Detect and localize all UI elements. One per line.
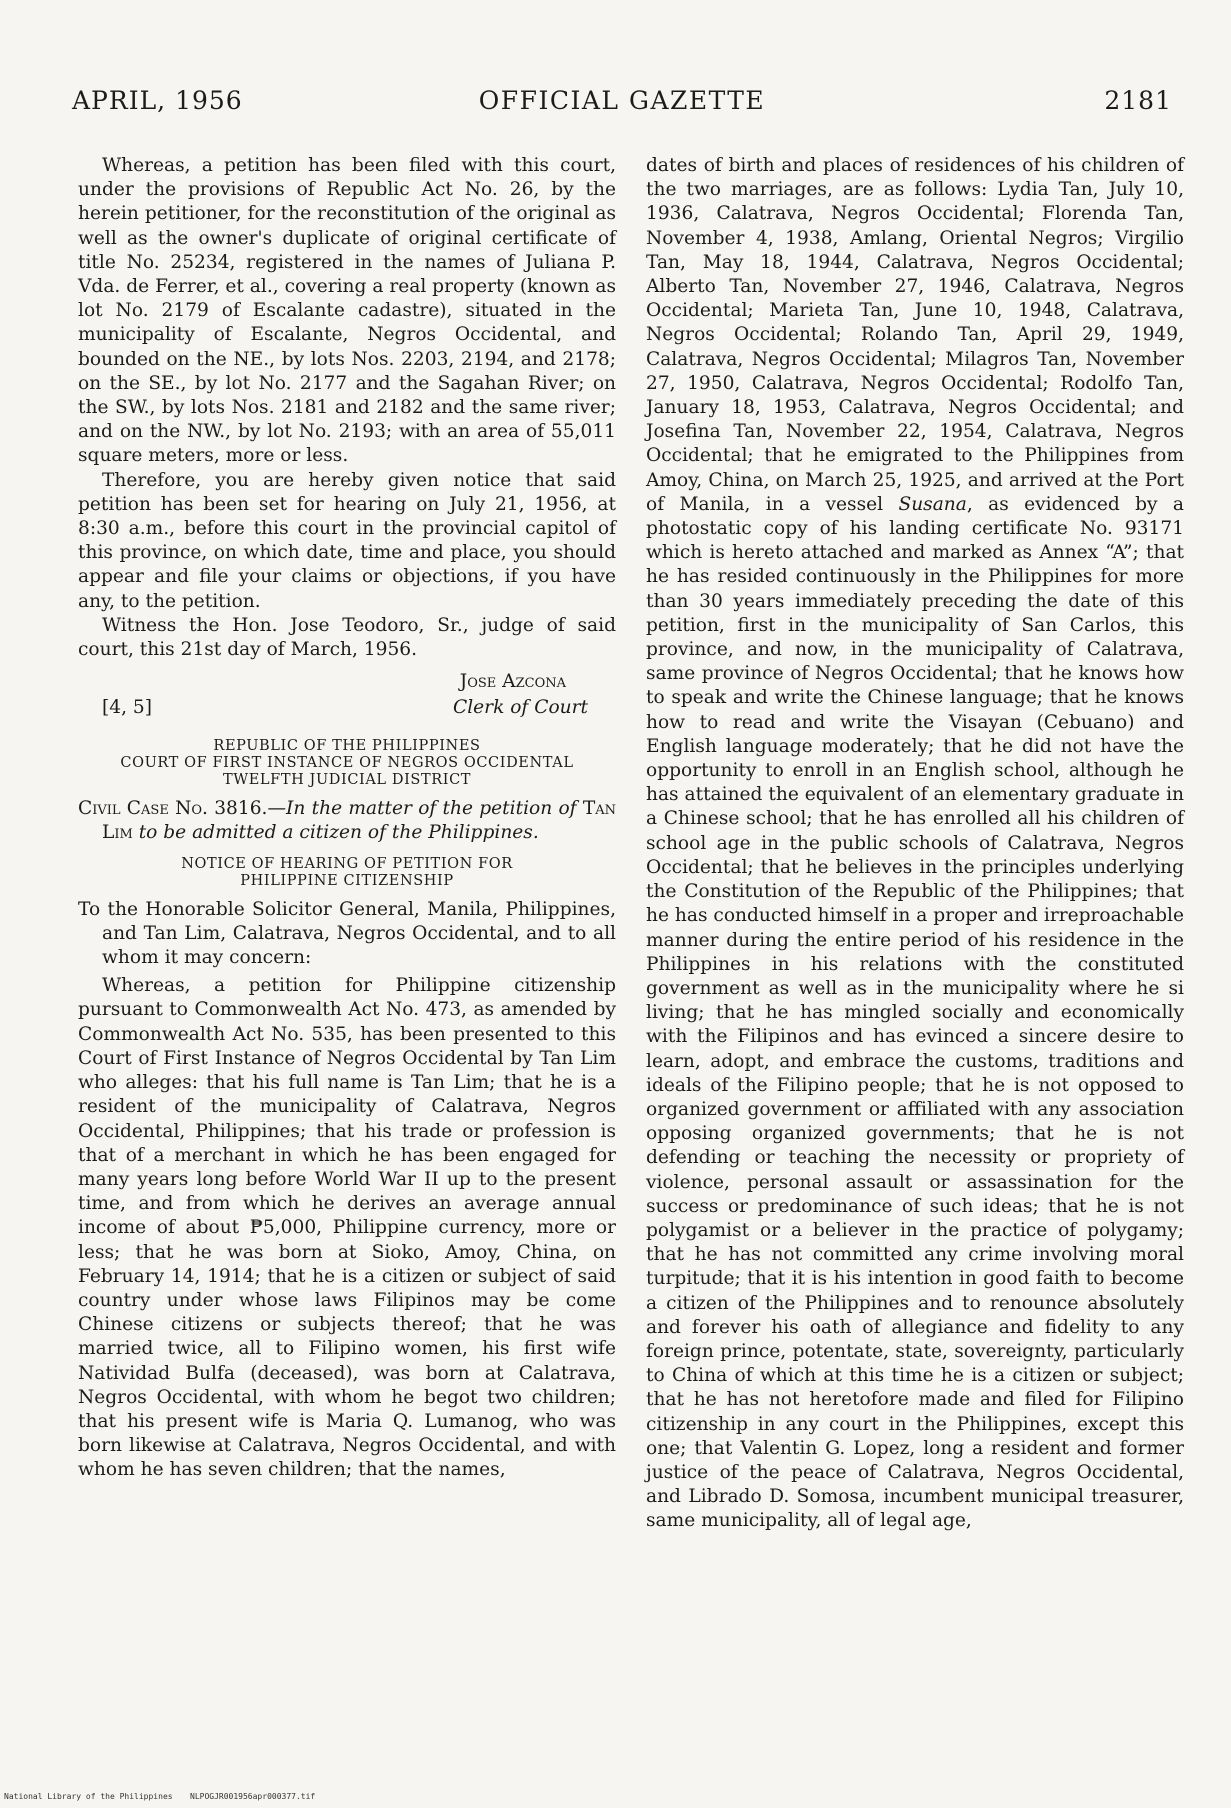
library-credit: National Library of the Philippines (4, 1792, 173, 1801)
paragraph: Witness the Hon. Jose Teodoro, Sr., judge of said court, this 21st day of March, 1956. (78, 614, 616, 661)
page-number: 2181 (1104, 86, 1172, 115)
vessel-name: Susana (898, 493, 967, 515)
court-heading-line: REPUBLIC OF THE PHILIPPINES (213, 738, 481, 755)
paragraph: Therefore, you are hereby given notice that said petition has been set for hearing on July 21, 1956, at 8:30 a.m., before this court in the provincial capitol of this province, on which date, time and place, you should appear and file your claims or objections, if you have any, to the petition. (78, 469, 616, 612)
right-column (646, 154, 1184, 1534)
issue-date: APRIL, 1956 (72, 86, 243, 115)
case-label: Civil Case No. 3816. (78, 798, 268, 820)
issue-reference: [4, 5] (102, 697, 152, 719)
publication-title: OFFICIAL GAZETTE (478, 86, 766, 115)
scan-filename: NLPOGJR001956apr000377.tif (190, 1792, 316, 1801)
left-column (78, 154, 616, 1483)
case-text: —In the matter of the petition of (267, 798, 583, 820)
paragraph: Whereas, a petition has been filed with this court, under the provisions of Republic Act No. 26, by the herein petitioner, for the reconstitution of the original as well as the owner's duplicate of original certificate of title No. 25234, registered in the names of Juliana P. Vda. de Ferrer, et al., covering a real property (known as lot No. 2179 of Escalante cadastre), situated in the municipality of Escalante, Negros Occidental, and bounded on the NE., by lots Nos. 2203, 2194, and 2178; on the SE., by lot No. 2177 and the Sagahan River; on the SW., by lots Nos. 2181 and 2182 and the same river; and on the NW., by lot No. 2193; with an area of 55,011 square meters, more or less. (78, 155, 616, 467)
scan-footer (0, 1792, 1231, 1808)
notice-heading (78, 856, 616, 890)
signatory-title: Clerk of Court (453, 697, 588, 719)
petitioner-name: Tan Lim (102, 798, 616, 844)
court-heading-line: COURT OF FIRST INSTANCE OF NEGROS OCCIDENTAL (120, 755, 574, 772)
case-caption (78, 797, 616, 845)
paragraph-text: , as evidenced by a photostatic copy of his landing certificate No. 93171 which is hereto attached and marked as Annex “A”; that he has resided continuously in the Philippines for more than 30 years immediately preceding the date of this petition, first in the municipality of San Carlos, this province, and now, in the municipality of Calatrava, same province of Negros Occidental; that he knows how to speak and write the Chinese language; that he knows how to read and write the Visayan (Cebuano) and English language moderately; that he did not have the opportunity to enroll in an English school, although he has attained the equivalent of an elementary graduate in a Chinese school; that he has enrolled all his children of school age in the public schools of Calatrava, Negros Occidental; that he believes in the principles underlying the Constitution of the Republic of the Philippines; that he has conducted himself in a proper and irreproachable manner during the entire period of his residence in the Philippines in his relations with the constituted government as well as in the municipality where he si living; that he has mingled socially and economically with the Filipinos and has evinced a sincere desire to learn, adopt, and embrace the customs, traditions and ideals of the Filipino people; that he is not opposed to organized government or affiliated with any association opposing organized governments; that he is not defending or teaching the necessity or propriety of violence, personal assault or assassination for the success or predominance of such ideas; that he is not polygamist or a believer in the practice of polygamy; that he has not committed any crime involving moral turpitude; that it is his intention in good faith to become a citizen of the Philippines and to renounce absolutely and forever his oath of allegiance and fidelity to any foreign prince, potentate, state, sovereignty, particularly to China of which at this time he is a citizen or subject; that he has not heretofore made and filed for Filipino citizenship in any court in the Philippines, except this one; that Valentin G. Lopez, long a resident and former justice of the peace of Calatrava, Negros Occidental, and Librado D. Somosa, incumbent municipal treasurer, same municipality, all of legal age, (646, 493, 1185, 1532)
paragraph-text: dates of birth and places of residences of his children of the two marriages, are as follows: Lydia Tan, July 10, 1936, Calatrava, Negros Occidental; Florenda Tan, November 4, 1938, Amlang, Oriental Negros; Virgilio Tan, May 18, 1944, Calatrava, Negros Occidental; Alberto Tan, November 27, 1946, Calatrava, Negros Occidental; Marieta Tan, June 10, 1948, Calatrava, Negros Occidental; Rolando Tan, April 29, 1949, Calatrava, Negros Occidental; Milagros Tan, November 27, 1950, Calatrava, Negros Occidental; Rodolfo Tan, January 18, 1953, Calatrava, Negros Occidental; and Josefina Tan, November 22, 1954, Calatrava, Negros Occidental; that he emigrated to the Philippines from Amoy, China, on March 25, 1925, and arrived at the Port of Manila, in a vessel (646, 155, 1184, 515)
paragraph: Whereas, a petition for Philippine citizenship pursuant to Commonwealth Act No. 473, as amended by Commonwealth Act No. 535, has been presented to this Court of First Instance of Negros Occidental by Tan Lim who alleges: that his full name is Tan Lim; that he is a resident of the municipality of Calatrava, Negros Occidental, Philippines; that his trade or profession is that of a merchant in which he has been engaged for many years long before World War II up to the present time, and from which he derives an average annual income of about ₱5,000, Philippine currency, more or less; that he was born at Sioko, Amoy, China, on February 14, 1914; that he is a citizen or subject of said country under whose laws Filipinos may be come Chinese citizens or subjects thereof; that he was married twice, all to Filipino women, his first wife Natividad Bulfa (deceased), was born at Calatrava, Negros Occidental, with whom he begot two children; that his present wife is Maria Q. Lumanog, who was born likewise at Calatrava, Negros Occidental, and with whom he has seven children; that the names, (78, 975, 616, 1481)
notice-heading-line: PHILIPPINE CITIZENSHIP (240, 872, 454, 889)
case-text: to be admitted a citizen of the Philippines. (132, 822, 539, 844)
paragraph (646, 154, 1184, 1534)
court-heading (78, 738, 616, 789)
address-line: To the Honorable Solicitor General, Manila, Philippines, and Tan Lim, Calatrava, Negros Occidental, and to all whom it may concern: (78, 898, 616, 969)
page-header (72, 86, 1172, 126)
notice-heading-line: NOTICE OF HEARING OF PETITION FOR (181, 855, 513, 872)
signatory-name: Jose Azcona (459, 671, 566, 693)
signature-block (78, 670, 616, 722)
court-heading-line: TWELFTH JUDICIAL DISTRICT (222, 772, 472, 789)
